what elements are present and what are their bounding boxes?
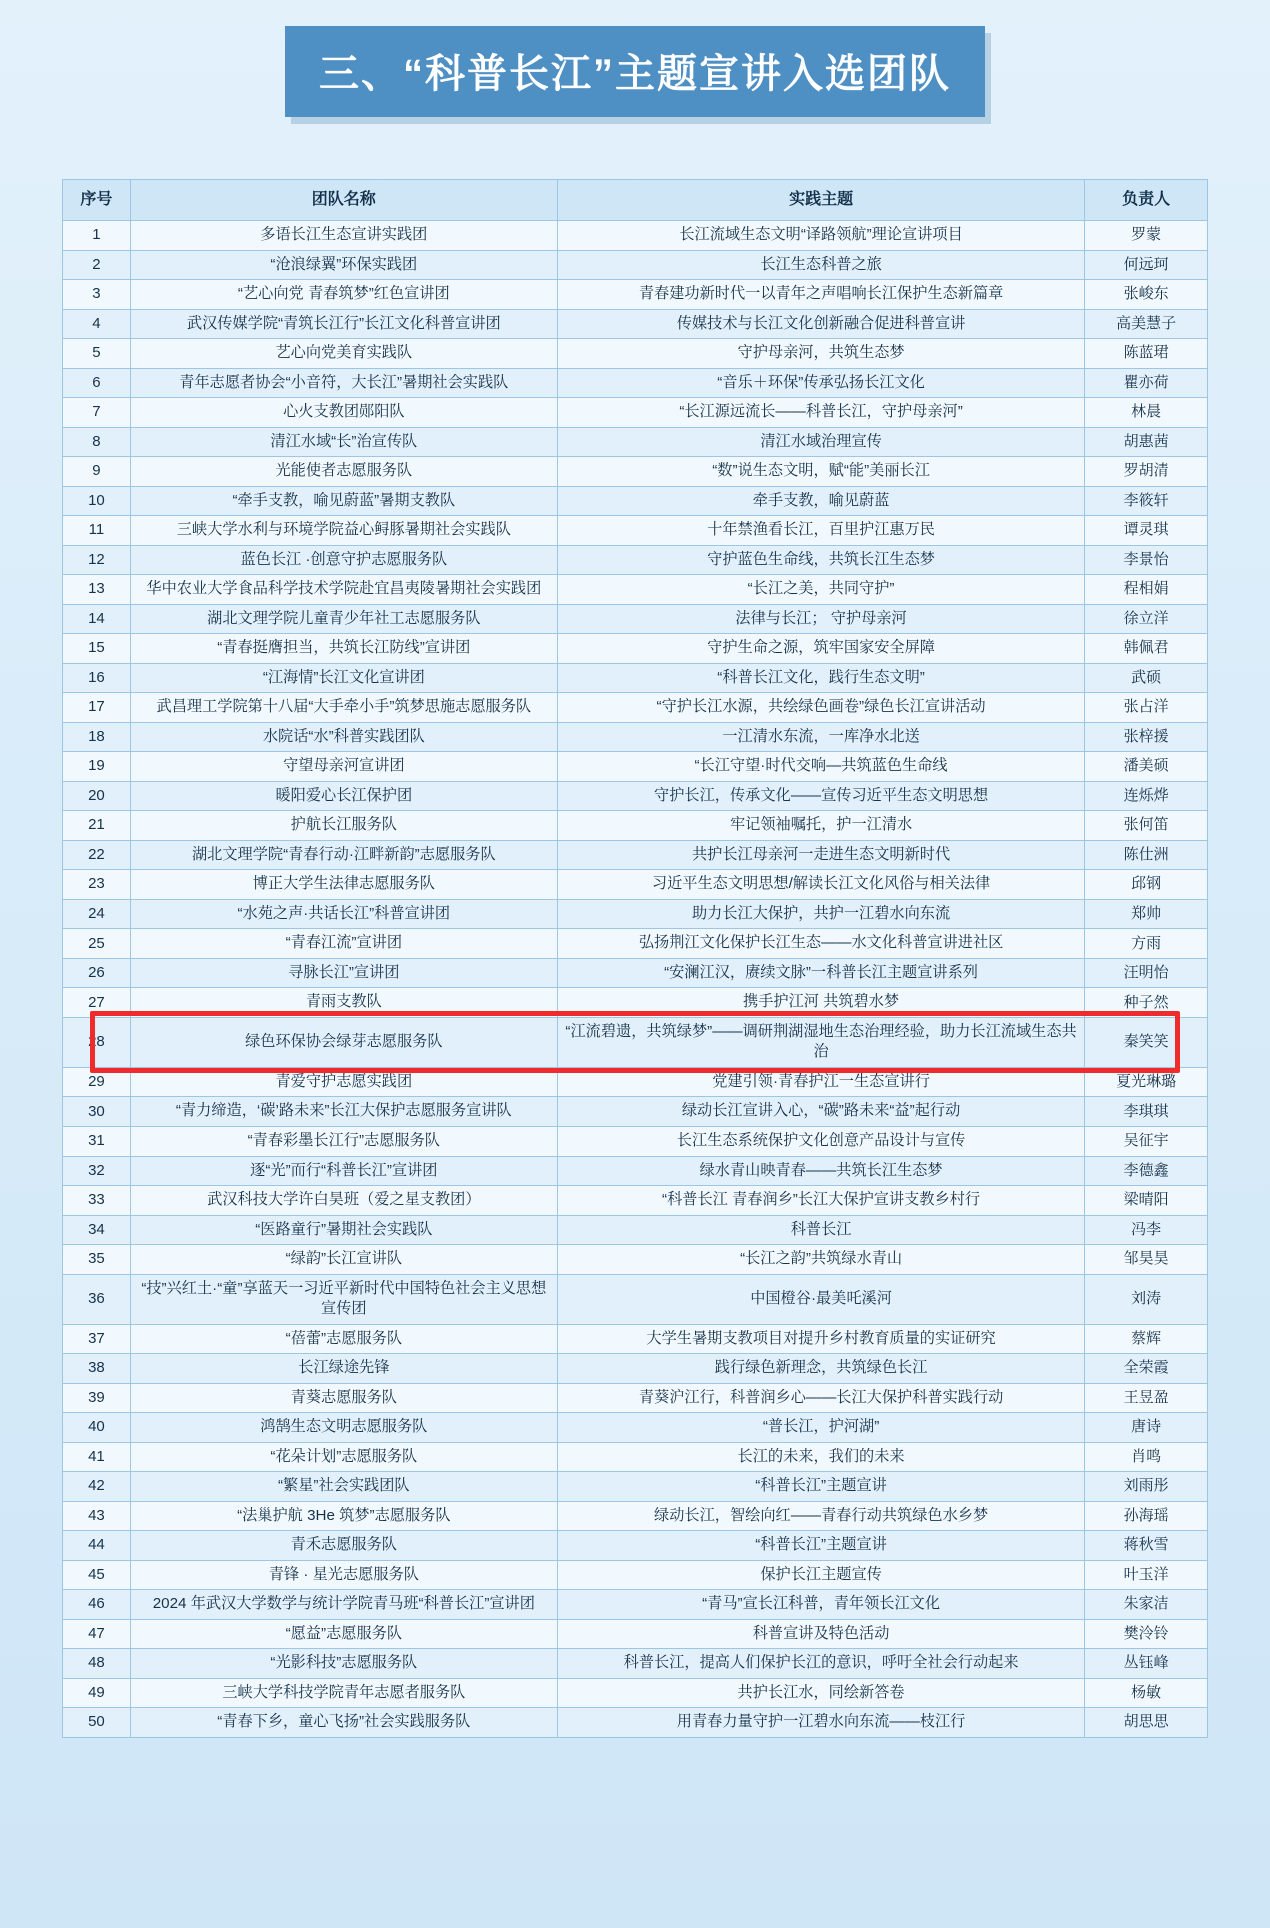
table-row <box>63 958 1208 988</box>
cell-topic: 习近平生态文明思想/解读长江文化风俗与相关法律 <box>557 870 1085 900</box>
cell-team-name: 青年志愿者协会“小音符，大长江”暑期社会实践队 <box>130 368 557 398</box>
cell-team-name: 青雨支教队 <box>130 988 557 1018</box>
cell-index: 43 <box>63 1501 131 1531</box>
cell-leader: 张何笛 <box>1085 811 1208 841</box>
cell-team-name: “绿韵”长江宣讲队 <box>130 1245 557 1275</box>
cell-index: 15 <box>63 634 131 664</box>
cell-leader: 邹昊昊 <box>1085 1245 1208 1275</box>
cell-topic: 牢记领袖嘱托，护一江清水 <box>557 811 1085 841</box>
cell-leader: 罗蒙 <box>1085 221 1208 251</box>
cell-topic: 守护生命之源，筑牢国家安全屏障 <box>557 634 1085 664</box>
table-row <box>63 1017 1208 1067</box>
table-row <box>63 604 1208 634</box>
cell-leader: 韩佩君 <box>1085 634 1208 664</box>
cell-topic: 守护蓝色生命线，共筑长江生态梦 <box>557 545 1085 575</box>
cell-team-name: “青春下乡，童心飞扬”社会实践服务队 <box>130 1708 557 1738</box>
table-row <box>63 988 1208 1018</box>
table-row <box>63 545 1208 575</box>
cell-topic: 绿水青山映青春——共筑长江生态梦 <box>557 1156 1085 1186</box>
cell-topic: 守护母亲河，共筑生态梦 <box>557 339 1085 369</box>
cell-team-name: “江海情”长江文化宣讲团 <box>130 663 557 693</box>
cell-leader: 刘雨彤 <box>1085 1472 1208 1502</box>
cell-index: 44 <box>63 1531 131 1561</box>
table-row <box>63 1324 1208 1354</box>
cell-team-name: 青锋 · 星光志愿服务队 <box>130 1560 557 1590</box>
cell-topic: “青马”宣长江科普，青年领长江文化 <box>557 1590 1085 1620</box>
cell-index: 31 <box>63 1126 131 1156</box>
cell-index: 30 <box>63 1097 131 1127</box>
cell-leader: 李筱轩 <box>1085 486 1208 516</box>
table-row <box>63 1097 1208 1127</box>
cell-index: 6 <box>63 368 131 398</box>
cell-team-name: 华中农业大学食品科学技术学院赴宜昌夷陵暑期社会实践团 <box>130 575 557 605</box>
cell-topic: 科普宣讲及特色活动 <box>557 1619 1085 1649</box>
cell-leader: 吴征宇 <box>1085 1126 1208 1156</box>
cell-index: 24 <box>63 899 131 929</box>
cell-team-name: “青春挺膺担当，共筑长江防线”宣讲团 <box>130 634 557 664</box>
cell-topic: 长江流域生态文明“译路领航”理论宣讲项目 <box>557 221 1085 251</box>
table-row <box>63 1126 1208 1156</box>
cell-team-name: 护航长江服务队 <box>130 811 557 841</box>
table-row <box>63 663 1208 693</box>
table-row <box>63 280 1208 310</box>
cell-topic: 法律与长江； 守护母亲河 <box>557 604 1085 634</box>
cell-leader: 连烁烨 <box>1085 781 1208 811</box>
cell-team-name: 多语长江生态宣讲实践团 <box>130 221 557 251</box>
table-row <box>63 899 1208 929</box>
table-row <box>63 1442 1208 1472</box>
cell-team-name: “繁星”社会实践团队 <box>130 1472 557 1502</box>
cell-index: 21 <box>63 811 131 841</box>
cell-index: 33 <box>63 1186 131 1216</box>
cell-team-name: 暖阳爱心长江保护团 <box>130 781 557 811</box>
page-title: 三、“科普长江”主题宣讲入选团队 <box>285 26 985 117</box>
table-row <box>63 427 1208 457</box>
cell-topic: 携手护江河 共筑碧水梦 <box>557 988 1085 1018</box>
cell-leader: 夏光琳璐 <box>1085 1067 1208 1097</box>
cell-topic: 科普长江，提高人们保护长江的意识，呼吁全社会行动起来 <box>557 1649 1085 1679</box>
cell-leader: 张占洋 <box>1085 693 1208 723</box>
table-row <box>63 1245 1208 1275</box>
cell-topic: 十年禁渔看长江，百里护江惠万民 <box>557 516 1085 546</box>
cell-leader: 刘涛 <box>1085 1274 1208 1324</box>
cell-leader: 谭灵琪 <box>1085 516 1208 546</box>
cell-leader: 秦笑笑 <box>1085 1017 1208 1067</box>
table-row <box>63 368 1208 398</box>
cell-team-name: 2024 年武汉大学数学与统计学院青马班“科普长江”宣讲团 <box>130 1590 557 1620</box>
cell-topic: 传媒技术与长江文化创新融合促进科普宣讲 <box>557 309 1085 339</box>
cell-index: 3 <box>63 280 131 310</box>
cell-index: 20 <box>63 781 131 811</box>
cell-leader: 唐诗 <box>1085 1413 1208 1443</box>
cell-topic: 践行绿色新理念，共筑绿色长江 <box>557 1354 1085 1384</box>
cell-index: 49 <box>63 1678 131 1708</box>
cell-team-name: 水院话“水”科普实践团队 <box>130 722 557 752</box>
cell-index: 48 <box>63 1649 131 1679</box>
column-header-index: 序号 <box>63 180 131 221</box>
cell-leader: 叶玉洋 <box>1085 1560 1208 1590</box>
cell-leader: 程相娟 <box>1085 575 1208 605</box>
cell-topic: 牵手支教，喻见蔚蓝 <box>557 486 1085 516</box>
cell-leader: 王昱盈 <box>1085 1383 1208 1413</box>
table-row <box>63 811 1208 841</box>
cell-team-name: 绿色环保协会绿芽志愿服务队 <box>130 1017 557 1067</box>
table-row <box>63 221 1208 251</box>
cell-leader: 胡惠茜 <box>1085 427 1208 457</box>
cell-index: 47 <box>63 1619 131 1649</box>
table-header-row <box>63 180 1208 221</box>
cell-leader: 张峻东 <box>1085 280 1208 310</box>
table-row <box>63 840 1208 870</box>
cell-index: 41 <box>63 1442 131 1472</box>
cell-leader: 种子然 <box>1085 988 1208 1018</box>
cell-team-name: 青爱守护志愿实践团 <box>130 1067 557 1097</box>
cell-index: 29 <box>63 1067 131 1097</box>
cell-leader: 罗胡清 <box>1085 457 1208 487</box>
table-row <box>63 575 1208 605</box>
cell-topic: 党建引领·青春护江一生态宣讲行 <box>557 1067 1085 1097</box>
cell-leader: 高美慧子 <box>1085 309 1208 339</box>
cell-topic: 助力长江大保护，共护一江碧水向东流 <box>557 899 1085 929</box>
cell-topic: 用青春力量守护一江碧水向东流——枝江行 <box>557 1708 1085 1738</box>
cell-team-name: “愿益”志愿服务队 <box>130 1619 557 1649</box>
table-row <box>63 309 1208 339</box>
cell-index: 4 <box>63 309 131 339</box>
table-row <box>63 870 1208 900</box>
cell-topic: “长江源远流长——科普长江，守护母亲河” <box>557 398 1085 428</box>
cell-index: 26 <box>63 958 131 988</box>
table-row <box>63 1354 1208 1384</box>
cell-topic: 保护长江主题宣传 <box>557 1560 1085 1590</box>
table-row <box>63 1413 1208 1443</box>
cell-leader: 李琪琪 <box>1085 1097 1208 1127</box>
cell-team-name: “技”兴红土·“童”享蓝天一习近平新时代中国特色社会主义思想宣传团 <box>130 1274 557 1324</box>
cell-topic: 绿动长江宣讲入心，“碳”路未来“益”起行动 <box>557 1097 1085 1127</box>
cell-leader: 汪明怡 <box>1085 958 1208 988</box>
table-row <box>63 929 1208 959</box>
cell-team-name: 鸿鹄生态文明志愿服务队 <box>130 1413 557 1443</box>
cell-index: 28 <box>63 1017 131 1067</box>
cell-topic: 一江清水东流，一库净水北送 <box>557 722 1085 752</box>
cell-leader: 蒋秋雪 <box>1085 1531 1208 1561</box>
cell-leader: 瞿亦荷 <box>1085 368 1208 398</box>
cell-index: 27 <box>63 988 131 1018</box>
cell-team-name: 武昌理工学院第十八届“大手牵小手”筑梦思施志愿服务队 <box>130 693 557 723</box>
cell-topic: “科普长江”主题宣讲 <box>557 1472 1085 1502</box>
cell-team-name: 守望母亲河宣讲团 <box>130 752 557 782</box>
cell-team-name: “牵手支教，喻见蔚蓝”暑期支教队 <box>130 486 557 516</box>
cell-topic: “音乐＋环保”传承弘扬长江文化 <box>557 368 1085 398</box>
cell-team-name: “医路童行”暑期社会实践队 <box>130 1215 557 1245</box>
cell-index: 13 <box>63 575 131 605</box>
cell-index: 16 <box>63 663 131 693</box>
table-row <box>63 1560 1208 1590</box>
cell-index: 42 <box>63 1472 131 1502</box>
cell-topic: 共护长江母亲河一走进生态文明新时代 <box>557 840 1085 870</box>
cell-topic: 大学生暑期支教项目对提升乡村教育质量的实证研究 <box>557 1324 1085 1354</box>
cell-index: 23 <box>63 870 131 900</box>
cell-topic: 长江生态系统保护文化创意产品设计与宣传 <box>557 1126 1085 1156</box>
cell-index: 14 <box>63 604 131 634</box>
cell-leader: 朱家洁 <box>1085 1590 1208 1620</box>
table-row <box>63 693 1208 723</box>
cell-index: 5 <box>63 339 131 369</box>
cell-team-name: 寻脉长江”宣讲团 <box>130 958 557 988</box>
table-row <box>63 339 1208 369</box>
cell-topic: “长江之美，共同守护” <box>557 575 1085 605</box>
cell-leader: 邱钢 <box>1085 870 1208 900</box>
table-row <box>63 781 1208 811</box>
cell-team-name: “艺心向党 青春筑梦”红色宣讲团 <box>130 280 557 310</box>
cell-topic: “长江之韵”共筑绿水青山 <box>557 1245 1085 1275</box>
cell-index: 37 <box>63 1324 131 1354</box>
table-row <box>63 1383 1208 1413</box>
cell-team-name: “青春江流”宣讲团 <box>130 929 557 959</box>
cell-index: 38 <box>63 1354 131 1384</box>
cell-leader: 方雨 <box>1085 929 1208 959</box>
cell-topic: 中国橙谷·最美吒溪河 <box>557 1274 1085 1324</box>
cell-topic: 青葵沪江行，科普润乡心——长江大保护科普实践行动 <box>557 1383 1085 1413</box>
cell-team-name: 青葵志愿服务队 <box>130 1383 557 1413</box>
cell-leader: 肖鸣 <box>1085 1442 1208 1472</box>
table-row <box>63 1215 1208 1245</box>
cell-index: 17 <box>63 693 131 723</box>
column-header-topic: 实践主题 <box>557 180 1085 221</box>
cell-topic: “科普长江文化，践行生态文明” <box>557 663 1085 693</box>
cell-leader: 李景怡 <box>1085 545 1208 575</box>
cell-leader: 孙海瑶 <box>1085 1501 1208 1531</box>
table-row <box>63 1531 1208 1561</box>
cell-index: 35 <box>63 1245 131 1275</box>
cell-topic: “普长江，护河湖” <box>557 1413 1085 1443</box>
cell-team-name: “青春彩墨长江行”志愿服务队 <box>130 1126 557 1156</box>
cell-index: 32 <box>63 1156 131 1186</box>
cell-team-name: 长江绿途先锋 <box>130 1354 557 1384</box>
cell-team-name: 武汉科技大学许白昊班（爱之星支教团） <box>130 1186 557 1216</box>
table-row <box>63 752 1208 782</box>
cell-leader: 蔡辉 <box>1085 1324 1208 1354</box>
cell-leader: 潘美硕 <box>1085 752 1208 782</box>
cell-index: 2 <box>63 250 131 280</box>
cell-team-name: 博正大学生法律志愿服务队 <box>130 870 557 900</box>
cell-topic: “长江守望·时代交响—共筑蓝色生命线 <box>557 752 1085 782</box>
cell-leader: 梁晴阳 <box>1085 1186 1208 1216</box>
table-row <box>63 1649 1208 1679</box>
cell-topic: 共护长江水，同绘新答卷 <box>557 1678 1085 1708</box>
cell-index: 19 <box>63 752 131 782</box>
cell-team-name: 武汉传媒学院“青筑长江行”长江文化科普宣讲团 <box>130 309 557 339</box>
cell-team-name: “花朵计划”志愿服务队 <box>130 1442 557 1472</box>
cell-topic: 青春建功新时代一以青年之声唱响长江保护生态新篇章 <box>557 280 1085 310</box>
cell-team-name: “光影科技”志愿服务队 <box>130 1649 557 1679</box>
page-title-wrap <box>0 0 1270 117</box>
cell-index: 40 <box>63 1413 131 1443</box>
cell-topic: “数”说生态文明，赋“能”美丽长江 <box>557 457 1085 487</box>
table-row <box>63 1708 1208 1738</box>
cell-index: 45 <box>63 1560 131 1590</box>
table-row <box>63 398 1208 428</box>
cell-team-name: 湖北文理学院儿童青少年社工志愿服务队 <box>130 604 557 634</box>
cell-leader: 何远珂 <box>1085 250 1208 280</box>
cell-team-name: 三峡大学科技学院青年志愿者服务队 <box>130 1678 557 1708</box>
table-row <box>63 1156 1208 1186</box>
table-row <box>63 1067 1208 1097</box>
cell-index: 46 <box>63 1590 131 1620</box>
cell-topic: 科普长江 <box>557 1215 1085 1245</box>
cell-index: 34 <box>63 1215 131 1245</box>
cell-index: 10 <box>63 486 131 516</box>
cell-topic: “科普长江”主题宣讲 <box>557 1531 1085 1561</box>
cell-team-name: 艺心向党美育实践队 <box>130 339 557 369</box>
cell-team-name: “沧浪绿翼”环保实践团 <box>130 250 557 280</box>
table-row <box>63 1472 1208 1502</box>
cell-index: 22 <box>63 840 131 870</box>
cell-leader: 全荣霞 <box>1085 1354 1208 1384</box>
cell-team-name: 心火支教团郧阳队 <box>130 398 557 428</box>
cell-leader: 杨敏 <box>1085 1678 1208 1708</box>
cell-leader: 李德鑫 <box>1085 1156 1208 1186</box>
table-row <box>63 1678 1208 1708</box>
cell-index: 1 <box>63 221 131 251</box>
table-row <box>63 722 1208 752</box>
cell-leader: 丛钰峰 <box>1085 1649 1208 1679</box>
table-row <box>63 1186 1208 1216</box>
cell-index: 9 <box>63 457 131 487</box>
cell-topic: 长江生态科普之旅 <box>557 250 1085 280</box>
cell-leader: 徐立洋 <box>1085 604 1208 634</box>
teams-table <box>62 179 1208 1738</box>
cell-leader: 胡思思 <box>1085 1708 1208 1738</box>
cell-index: 18 <box>63 722 131 752</box>
table-row <box>63 1501 1208 1531</box>
cell-topic: 守护长江，传承文化——宣传习近平生态文明思想 <box>557 781 1085 811</box>
cell-team-name: 逐“光”而行“科普长江”宣讲团 <box>130 1156 557 1186</box>
cell-topic: “安澜江汉，赓续文脉”一科普长江主题宣讲系列 <box>557 958 1085 988</box>
cell-team-name: “蓓蕾”志愿服务队 <box>130 1324 557 1354</box>
cell-topic: “江流碧遗，共筑绿梦”——调研荆湖湿地生态治理经验，助力长江流域生态共治 <box>557 1017 1085 1067</box>
cell-team-name: 光能使者志愿服务队 <box>130 457 557 487</box>
cell-leader: 冯李 <box>1085 1215 1208 1245</box>
cell-index: 25 <box>63 929 131 959</box>
cell-leader: 武硕 <box>1085 663 1208 693</box>
table-body <box>63 221 1208 1738</box>
cell-team-name: 三峡大学水利与环境学院益心鲟豚暑期社会实践队 <box>130 516 557 546</box>
table-row <box>63 1590 1208 1620</box>
column-header-team: 团队名称 <box>130 180 557 221</box>
table-row <box>63 1274 1208 1324</box>
cell-topic: “科普长江 青春润乡”长江大保护宣讲支教乡村行 <box>557 1186 1085 1216</box>
table-row <box>63 486 1208 516</box>
table-row <box>63 250 1208 280</box>
cell-leader: 樊泠铃 <box>1085 1619 1208 1649</box>
cell-index: 12 <box>63 545 131 575</box>
cell-topic: 清江水域治理宣传 <box>557 427 1085 457</box>
cell-team-name: “法巢护航 3He 筑梦”志愿服务队 <box>130 1501 557 1531</box>
table-row <box>63 516 1208 546</box>
cell-leader: 张梓援 <box>1085 722 1208 752</box>
cell-team-name: 青禾志愿服务队 <box>130 1531 557 1561</box>
cell-index: 36 <box>63 1274 131 1324</box>
table-row <box>63 634 1208 664</box>
cell-topic: 弘扬荆江文化保护长江生态——水文化科普宣讲进社区 <box>557 929 1085 959</box>
cell-leader: 陈仕洲 <box>1085 840 1208 870</box>
cell-topic: 长江的未来，我们的未来 <box>557 1442 1085 1472</box>
table-row <box>63 1619 1208 1649</box>
cell-leader: 陈蓝珺 <box>1085 339 1208 369</box>
cell-team-name: “青力缔造，‘碳’路未来”长江大保护志愿服务宣讲队 <box>130 1097 557 1127</box>
cell-leader: 郑帅 <box>1085 899 1208 929</box>
cell-team-name: 蓝色长江 ·创意守护志愿服务队 <box>130 545 557 575</box>
cell-index: 50 <box>63 1708 131 1738</box>
cell-topic: “守护长江水源，共绘绿色画卷”绿色长江宣讲活动 <box>557 693 1085 723</box>
table-row <box>63 457 1208 487</box>
cell-index: 7 <box>63 398 131 428</box>
cell-team-name: “水苑之声·共话长江”科普宣讲团 <box>130 899 557 929</box>
cell-team-name: 湖北文理学院“青春行动·江畔新韵”志愿服务队 <box>130 840 557 870</box>
cell-team-name: 清江水域“长”治宣传队 <box>130 427 557 457</box>
cell-index: 39 <box>63 1383 131 1413</box>
teams-table-wrap <box>62 179 1208 1738</box>
cell-topic: 绿动长江，智绘向红——青春行动共筑绿色水乡梦 <box>557 1501 1085 1531</box>
cell-leader: 林晨 <box>1085 398 1208 428</box>
cell-index: 11 <box>63 516 131 546</box>
column-header-leader: 负责人 <box>1085 180 1208 221</box>
cell-index: 8 <box>63 427 131 457</box>
